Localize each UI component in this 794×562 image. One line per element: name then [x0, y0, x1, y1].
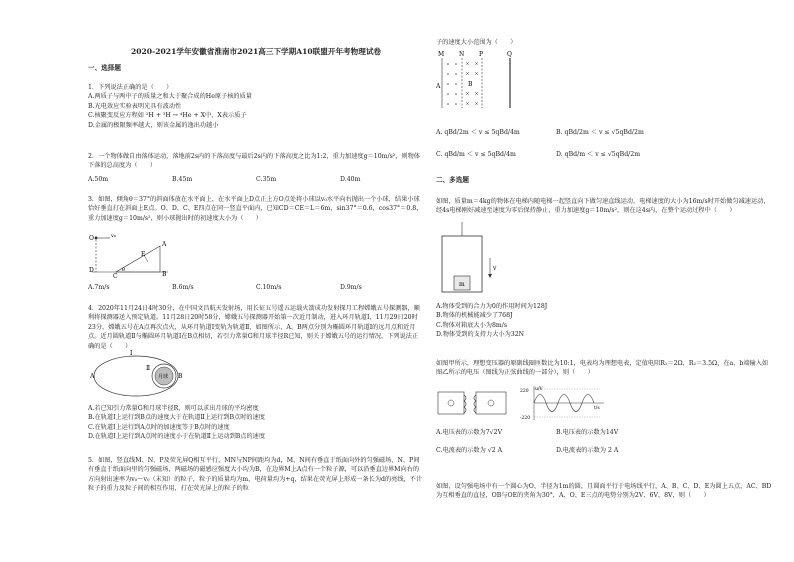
tick-label-neg-220: -220: [520, 416, 531, 421]
label-b: B: [162, 271, 167, 278]
question-stem: 1．下列说法正确的是（ ）: [88, 84, 173, 91]
label-b: B: [178, 373, 183, 380]
option-d: D.在轨道Ⅰ上运行到A点时的速度小于在轨道Ⅱ上运动到B点的速度: [88, 433, 266, 441]
question-3-options: [88, 283, 424, 293]
transformer-figure: [436, 386, 516, 420]
section-heading-choice: 一、选择题: [88, 64, 121, 72]
question-stem: 4．2020年11月24日4时30分，在中国文昌航天发射场，用长征五号遥五运载火箭成功发射探月工程嫦娥五号探测器，顺利将探测器送入预定轨道。11月28日20时58分，嫦娥五号探测器开始第一次近月制动，进入环月轨道Ⅰ，11月29日20时23分，嫦娥五号在A点再次点火，从环月轨道Ⅰ变轨为轨道Ⅱ，如图所示，A、B两点分别为椭圆环月轨道Ⅰ的远月点和近月点。近月圆轨道Ⅱ与椭圆环月轨道Ⅰ在B点相切，若引力常量G和月球半径R已知，则关于嫦娥五号的运行情况，下列说法正确的是（ ）: [88, 305, 420, 350]
option-b: B.光电效应实验表明光具有波动性: [88, 102, 182, 110]
label-a: A: [90, 373, 95, 380]
option-a: A.两质子与两中子的质量之和大于聚合成的He原子核的质量: [88, 93, 252, 101]
label-c: C: [113, 273, 118, 278]
option-b: B.6m/s: [172, 284, 194, 291]
question-6-options: [436, 302, 772, 340]
question-stem: 2．一个物体做自由落体运动，落地前2s内的下落高度与最后2s内的下落高度之比为1:2，重力加速度g＝10m/s²，则物体下落的总高度为（ ）: [88, 153, 420, 170]
label-e: E: [141, 251, 146, 258]
label-b: B: [468, 81, 473, 88]
elevator-figure: [438, 222, 508, 294]
question-stem: 5．如图，竖直线M、N、P及荧光屏Q相互平行，MN与NP间距均为d，M、N间有垂直于纸面向外的匀强磁场，N、P间有垂直于纸面向里的匀强磁场，两磁场的磁感应强度大小均为B，在边界M上A点有一个粒子源，可以沿垂直边界M向右的方向射出速率为v₀～v₀（未知）的粒子，粒子的质量均为m，电荷量均为+q，结果在荧光屏上形成一条长为d的亮线，不计粒子的重力及粒子间的相互作用，打在荧光屏上的粒子的粒: [88, 457, 423, 493]
label-m: M: [438, 51, 445, 58]
option-c: C. qBd/m ＜ v ≤ 5qBd/4m: [436, 151, 516, 158]
option-b: B. qBd/2m ＜ v ≤ √5qBd/2m: [556, 129, 644, 136]
field-dots: [447, 63, 457, 105]
option-d: D.9m/s: [340, 284, 362, 291]
label-d: D: [89, 267, 94, 274]
orbit-figure: [90, 350, 186, 402]
option-d: D.40m: [340, 175, 361, 183]
question-1: [88, 83, 424, 130]
option-b: B.45m: [172, 175, 193, 183]
question-8: [436, 482, 772, 501]
axis-label-t: t/s: [594, 406, 600, 411]
label-a: A: [162, 241, 167, 248]
label-n: N: [459, 51, 465, 58]
option-a: A.物体受到的合力为0的作用时间为128J: [436, 303, 548, 310]
label-orbit-1: Ⅰ: [130, 350, 133, 357]
label-theta: θ: [122, 267, 126, 273]
page-title: 2020-2021学年安徽省淮南市2021高三下学期A10联盟开年考物理试卷: [130, 47, 382, 56]
section-heading-multi: 二、多选题: [436, 176, 469, 184]
tick-label-220: 220: [520, 389, 529, 394]
label-moon: 月球: [158, 374, 169, 380]
option-b: B.电压表的示数为14V: [556, 429, 619, 436]
question-3: [88, 195, 424, 223]
label-v0: v₀: [111, 233, 116, 239]
question-5-options: [436, 128, 772, 162]
option-d: D.金属的极限频率越大，则该金属的逸出功越小: [88, 121, 219, 129]
option-c: C.物体对箱底大小为8m/s: [436, 321, 508, 329]
slope-figure: [88, 232, 178, 278]
question-stem: 如图，设匀强电场中有一个圆心为O、半径为1m的圆，且圆面平行于电场线平行，A、B、C、D、E为圆上五点，AC、BD为互相垂直的直径，OB与OE的夹角为30°，A、O、E三点的电势分别为2V、6V、8V，则（ ）: [436, 483, 772, 500]
option-a: A.电压表的示数为7√2V: [436, 429, 503, 436]
label-p: P: [479, 51, 484, 58]
option-c: C.在轨道Ⅰ上运行到A点时的加速度等于B点时的速度: [88, 423, 230, 431]
option-b: B.在轨道Ⅰ上运行到B点的速度大于在轨道Ⅱ上运行到B点时的速度: [88, 414, 265, 422]
question-stem: 3．如图，倾角θ＝37°的斜面体放在水平面上，在水平面上D点正上方O点处将小球以v₀水平向右抛出一个小球，结果小球恰好垂直打在斜面上E点。O、D、C、E四点在同一竖直平面内，已知CD＝CE＝L＝6m，sin37°＝0.6，cos37°＝0.8，重力加速度g＝10m/s²，则小球抛出时的初速度大小为（ ）: [88, 196, 423, 222]
question-2: [88, 152, 424, 185]
axis-label-u: u/V: [535, 387, 543, 392]
option-c: C.10m/s: [256, 284, 282, 291]
option-a: A. qBd/2m ＜ v ≤ 5qBd/4m: [436, 129, 520, 136]
question-7: [436, 359, 772, 378]
question-6: [436, 197, 772, 216]
option-c: C.核聚变反应方程如 ²H + ³H → ⁴He + X中，X表示质子: [88, 112, 247, 120]
option-d: D. qBd/m ＜ v ≤ √5qBd/2m: [556, 151, 641, 158]
label-q: Q: [507, 51, 512, 58]
option-a: A.50m: [88, 175, 109, 183]
question-5-continued: [436, 38, 772, 47]
option-a: A.7m/s: [88, 284, 110, 291]
label-a: A: [436, 83, 441, 90]
option-c: C.电流表的示数为 √2 A: [436, 447, 503, 454]
label-orbit-2: Ⅱ: [146, 365, 151, 372]
option-b: B.物体的机械能减少了768J: [436, 312, 513, 320]
label-v: v: [493, 265, 497, 272]
option-a: A.若已知引力常量G和月球半径R，则可以求出月球的平均密度: [88, 405, 259, 412]
question-stem: 如图甲所示，理想变压器的原副线圈匝数比为10:1，电表均为理想电表，定值电阻R₁＝2Ω，R₂＝3.5Ω，在a、b端输入如图乙所示的电压（图线为正弦曲线的一部分），则（ ）: [436, 360, 769, 377]
question-stem: 如图，质量m＝4kg的物体在电梯内随电梯一起竖直向下做匀速直线运动，电梯速度的大小为16m/s时开始做匀减速运动，经4s电梯刚好减速至速度为零后保持静止，重力加速度g＝10m/s²，则在这4s内，在整个运动过程中（ ）: [436, 198, 770, 215]
question-4-options: [88, 404, 424, 442]
voltage-graph: [520, 384, 606, 422]
option-c: C.35m: [256, 175, 277, 183]
magnetic-field-figure: [436, 48, 526, 110]
label-o: O: [89, 235, 94, 242]
question-7-options: [436, 428, 772, 458]
label-m: m: [459, 281, 465, 288]
question-5: [88, 456, 424, 494]
question-stem: 子的速度大小范围为（ ）: [436, 39, 517, 46]
option-d: D.物体受到的支持力大小为32N: [436, 331, 525, 339]
question-4: [88, 304, 424, 351]
option-d: D.电流表的示数为 2 A: [556, 447, 619, 454]
